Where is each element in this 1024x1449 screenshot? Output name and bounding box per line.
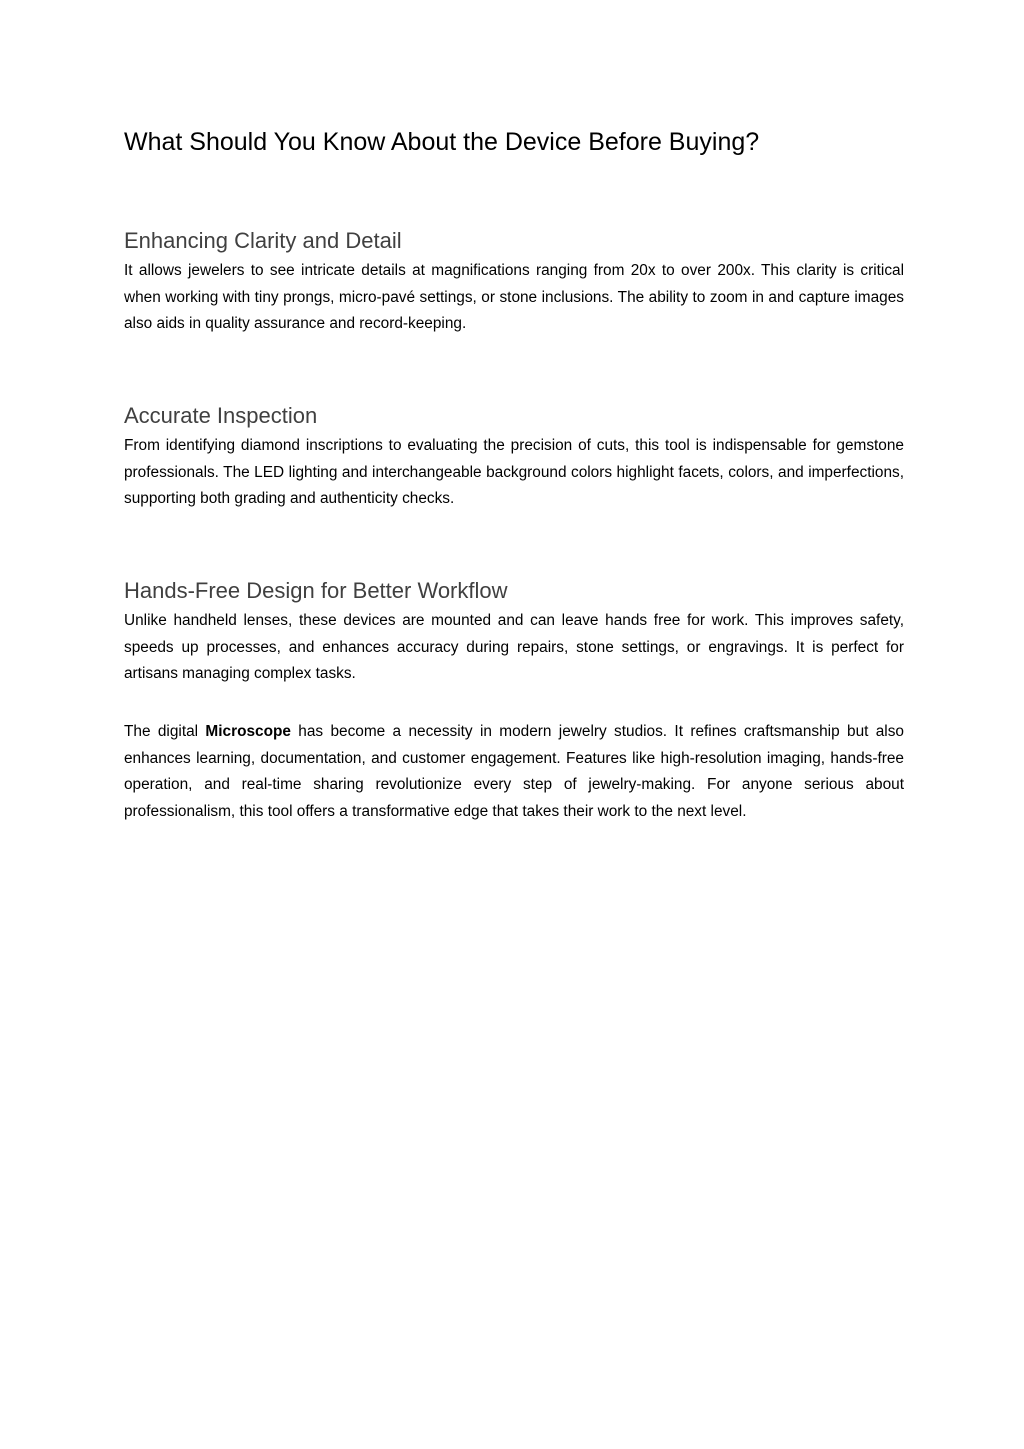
section-body: It allows jewelers to see intricate details at magnifications ranging from 20x to over 200x. This clarity is critical when working with tiny prongs, micro-pavé settings, or stone inclusions. The ability to zoom in and capture images also aids in quality assurance and record-keeping.	[124, 262, 904, 332]
section-clarity	[124, 227, 904, 338]
section-heading: Enhancing Clarity and Detail	[124, 228, 402, 253]
closing-paragraph	[124, 719, 904, 825]
closing-bold-term: Microscope	[205, 723, 291, 740]
section-body: From identifying diamond inscriptions to evaluating the precision of cuts, this tool is indispensable for gemstone professionals. The LED lighting and interchangeable background colors highlight facets, colors, and imperfections, supporting both grading and authenticity checks.	[124, 437, 904, 507]
section-body: Unlike handheld lenses, these devices are mounted and can leave hands free for work. This improves safety, speeds up processes, and enhances accuracy during repairs, stone settings, or engravings. It is perfect for artisans managing complex tasks.	[124, 612, 904, 682]
section-heading: Hands-Free Design for Better Workflow	[124, 578, 508, 603]
closing-text-after: has become a necessity in modern jewelry studios. It refines craftsmanship but also enhances learning, documentation, and customer engagement. Features like high-resolution imaging, hands-free operation, and real-time sharing revolutionize every step of jewelry-making. For anyone serious about professionalism, this tool offers a transformative edge that takes their work to the next level.	[124, 723, 904, 820]
closing-text-before: The digital	[124, 723, 206, 740]
section-heading: Accurate Inspection	[124, 403, 318, 428]
section-inspection	[124, 402, 904, 513]
page-title: What Should You Know About the Device Before Buying?	[124, 128, 760, 156]
section-hands-free	[124, 577, 904, 688]
